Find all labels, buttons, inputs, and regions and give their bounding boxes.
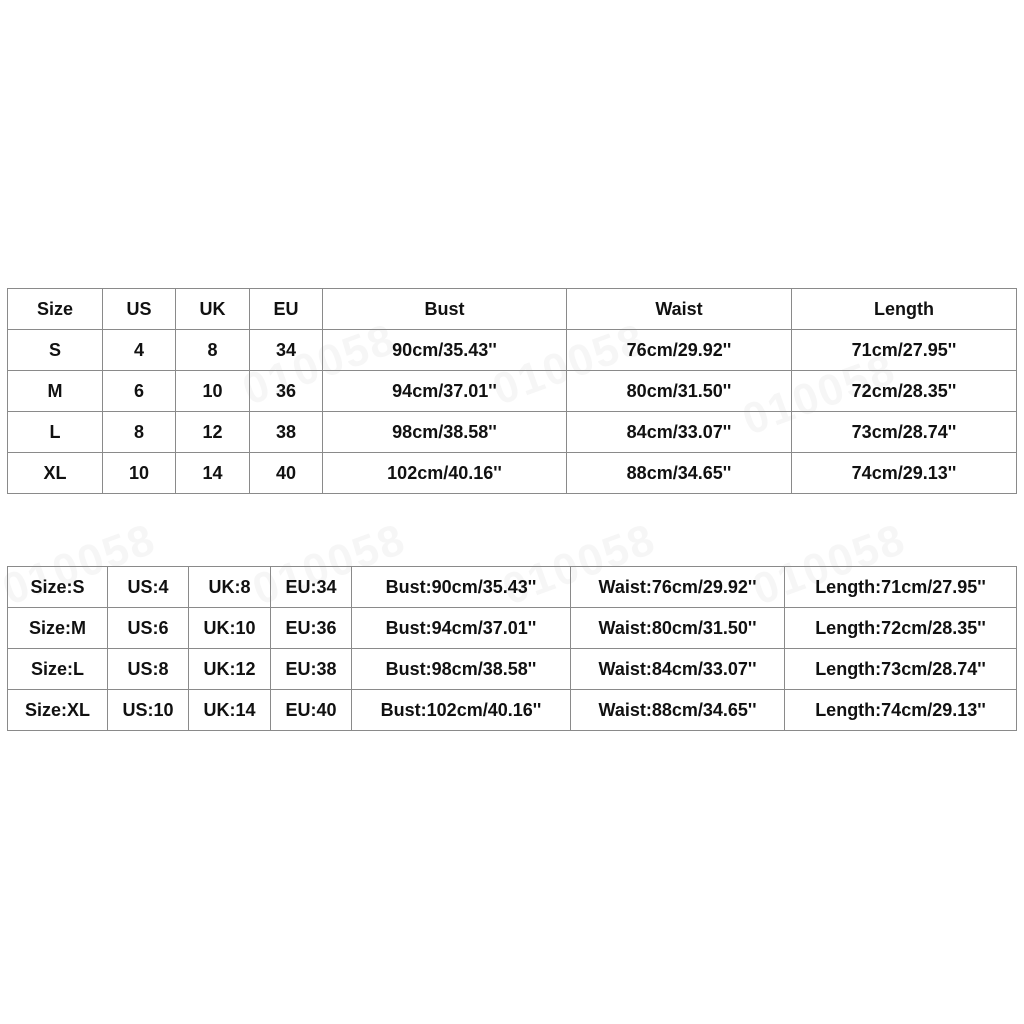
header-cell-waist: Waist bbox=[567, 289, 792, 330]
cell-size: Size:S bbox=[8, 567, 108, 608]
cell-us: 8 bbox=[103, 412, 176, 453]
table-row bbox=[8, 371, 1017, 412]
cell-waist: Waist:88cm/34.65'' bbox=[571, 690, 785, 731]
cell-waist: Waist:80cm/31.50'' bbox=[571, 608, 785, 649]
cell-size: Size:XL bbox=[8, 690, 108, 731]
size-chart-table bbox=[7, 288, 1017, 494]
cell-length: Length:73cm/28.74'' bbox=[785, 649, 1017, 690]
cell-waist: Waist:76cm/29.92'' bbox=[571, 567, 785, 608]
cell-us: US:8 bbox=[108, 649, 189, 690]
cell-us: 10 bbox=[103, 453, 176, 494]
cell-size: L bbox=[8, 412, 103, 453]
table-row bbox=[8, 649, 1017, 690]
table-header-row bbox=[8, 289, 1017, 330]
cell-us: 6 bbox=[103, 371, 176, 412]
cell-uk: 8 bbox=[176, 330, 250, 371]
cell-length: 71cm/27.95'' bbox=[792, 330, 1017, 371]
table-row bbox=[8, 608, 1017, 649]
header-cell-length: Length bbox=[792, 289, 1017, 330]
cell-eu: EU:38 bbox=[271, 649, 352, 690]
cell-bust: Bust:98cm/38.58'' bbox=[352, 649, 571, 690]
cell-length: Length:74cm/29.13'' bbox=[785, 690, 1017, 731]
cell-bust: 98cm/38.58'' bbox=[323, 412, 567, 453]
cell-size: Size:M bbox=[8, 608, 108, 649]
cell-length: 72cm/28.35'' bbox=[792, 371, 1017, 412]
header-cell-uk: UK bbox=[176, 289, 250, 330]
cell-waist: 76cm/29.92'' bbox=[567, 330, 792, 371]
table-row bbox=[8, 330, 1017, 371]
cell-eu: 36 bbox=[250, 371, 323, 412]
cell-uk: 12 bbox=[176, 412, 250, 453]
cell-uk: UK:14 bbox=[189, 690, 271, 731]
cell-eu: 38 bbox=[250, 412, 323, 453]
cell-us: US:6 bbox=[108, 608, 189, 649]
cell-bust: Bust:94cm/37.01'' bbox=[352, 608, 571, 649]
cell-eu: EU:40 bbox=[271, 690, 352, 731]
cell-eu: 34 bbox=[250, 330, 323, 371]
cell-waist: 80cm/31.50'' bbox=[567, 371, 792, 412]
cell-uk: UK:10 bbox=[189, 608, 271, 649]
cell-bust: 94cm/37.01'' bbox=[323, 371, 567, 412]
cell-uk: 10 bbox=[176, 371, 250, 412]
cell-size: M bbox=[8, 371, 103, 412]
cell-size: S bbox=[8, 330, 103, 371]
cell-eu: EU:34 bbox=[271, 567, 352, 608]
table-row bbox=[8, 412, 1017, 453]
table-row bbox=[8, 690, 1017, 731]
cell-bust: Bust:90cm/35.43'' bbox=[352, 567, 571, 608]
cell-waist: 88cm/34.65'' bbox=[567, 453, 792, 494]
cell-length: Length:72cm/28.35'' bbox=[785, 608, 1017, 649]
size-chart-inline-table bbox=[7, 566, 1017, 731]
cell-waist: 84cm/33.07'' bbox=[567, 412, 792, 453]
cell-size: XL bbox=[8, 453, 103, 494]
cell-length: 74cm/29.13'' bbox=[792, 453, 1017, 494]
cell-bust: Bust:102cm/40.16'' bbox=[352, 690, 571, 731]
cell-size: Size:L bbox=[8, 649, 108, 690]
cell-eu: 40 bbox=[250, 453, 323, 494]
cell-bust: 90cm/35.43'' bbox=[323, 330, 567, 371]
table-row bbox=[8, 567, 1017, 608]
header-cell-us: US bbox=[103, 289, 176, 330]
cell-length: 73cm/28.74'' bbox=[792, 412, 1017, 453]
cell-us: US:4 bbox=[108, 567, 189, 608]
cell-eu: EU:36 bbox=[271, 608, 352, 649]
header-cell-eu: EU bbox=[250, 289, 323, 330]
table-row bbox=[8, 453, 1017, 494]
cell-uk: 14 bbox=[176, 453, 250, 494]
cell-length: Length:71cm/27.95'' bbox=[785, 567, 1017, 608]
cell-uk: UK:8 bbox=[189, 567, 271, 608]
cell-waist: Waist:84cm/33.07'' bbox=[571, 649, 785, 690]
cell-us: US:10 bbox=[108, 690, 189, 731]
cell-uk: UK:12 bbox=[189, 649, 271, 690]
cell-bust: 102cm/40.16'' bbox=[323, 453, 567, 494]
cell-us: 4 bbox=[103, 330, 176, 371]
header-cell-bust: Bust bbox=[323, 289, 567, 330]
header-cell-size: Size bbox=[8, 289, 103, 330]
